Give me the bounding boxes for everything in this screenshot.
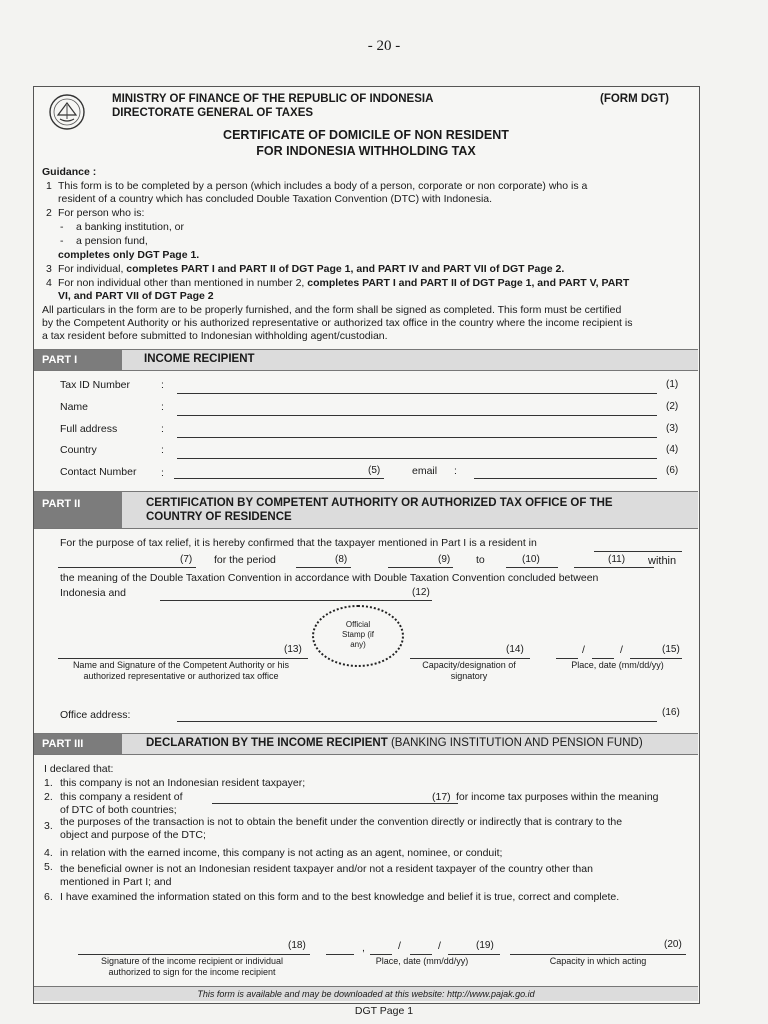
recipient-signature-input[interactable]	[78, 954, 310, 955]
date-slash: /	[620, 644, 623, 656]
part3-title	[146, 737, 643, 749]
declaration-intro: I declared that:	[44, 763, 114, 775]
guidance-4-bold1: completes PART I and PART II of DGT Page 1, and PART V, PART	[307, 277, 630, 289]
num-7: (7)	[180, 554, 193, 565]
decl-3-line2: object and purpose of the DTC;	[60, 829, 206, 841]
part1-label: PART I	[34, 350, 122, 370]
num-20: (20)	[664, 939, 682, 950]
capacity-caption: Capacity in which acting	[549, 956, 647, 966]
ministry-name: MINISTRY OF FINANCE OF THE REPUBLIC OF INDONESIA	[112, 93, 434, 105]
stamp-line3: any)	[350, 640, 366, 649]
decl-1: this company is not an Indonesian resident taxpayer;	[60, 777, 306, 789]
decl-5-line1: the beneficial owner is not an Indonesian resident taxpayer and/or not a resident taxpayer of the country other than	[60, 863, 593, 875]
guidance-2-num: 2	[46, 207, 52, 219]
form-code: (FORM DGT)	[600, 93, 669, 105]
guidance-4	[58, 277, 698, 290]
resident-of-input[interactable]	[212, 803, 458, 804]
guidance-2-item2: a pension fund,	[76, 235, 148, 247]
guidance-all-line2: by the Competent Authority or his authorized representative or authorized tax office in the country where the income recipient is	[42, 317, 633, 329]
address-input[interactable]	[177, 437, 657, 438]
decl-2a: this company a resident of	[60, 791, 183, 803]
decl-3-line1: the purposes of the transaction is not to obtain the benefit under the convention directly or indirectly that is contrary to the	[60, 816, 623, 828]
field-label-name: Name	[60, 401, 89, 413]
country-input[interactable]	[177, 458, 657, 459]
period-10-input[interactable]	[506, 567, 558, 568]
place-input[interactable]	[326, 954, 354, 955]
field-label-country: Country	[60, 444, 97, 456]
authority-caption-line1: Name and Signature of the Competent Authority or his	[72, 660, 290, 670]
place-date-caption: Place, date (mm/dd/yy)	[571, 660, 664, 670]
email-label: email	[412, 465, 438, 477]
part2-title-line1: CERTIFICATION BY COMPETENT AUTHORITY OR AUTHORIZED TAX OFFICE OF THE	[146, 497, 613, 509]
guidance-2-bold: completes only DGT Page 1.	[58, 249, 200, 261]
period-11-input[interactable]	[574, 567, 654, 568]
date-15-c[interactable]	[630, 658, 682, 659]
num-9: (9)	[438, 554, 451, 565]
name-input[interactable]	[177, 415, 657, 416]
guidance-all-line1: All particulars in the form are to be properly furnished, and the form shall be signed as completed. This form must be certified	[42, 304, 622, 316]
field-num-1: (1)	[666, 379, 679, 390]
recipient-caption-line1: Signature of the income recipient or individual	[100, 956, 284, 966]
email-colon: :	[454, 465, 457, 477]
field-label-contact: Contact Number	[60, 466, 137, 478]
field-colon: :	[161, 444, 164, 456]
decl-num-2: 2.	[44, 791, 53, 803]
date-15-b[interactable]	[592, 658, 614, 659]
guidance-2-dash1: -	[60, 221, 64, 233]
field-colon: :	[161, 379, 164, 391]
decl-num-4: 4.	[44, 847, 53, 859]
stamp-line2: Stamp (if	[341, 630, 374, 639]
capacity-14-input[interactable]	[410, 658, 530, 659]
decl-num-6: 6.	[44, 891, 53, 903]
decl-6: I have examined the information stated on this form and to the best knowledge and belief it is true, correct and complete.	[60, 891, 620, 903]
date-slash: /	[582, 644, 585, 656]
part3-header	[34, 733, 698, 755]
part2-text1: For the purpose of tax relief, it is hereby confirmed that the taxpayer mentioned in Part I is a resident in	[60, 537, 537, 549]
date-15-a[interactable]	[556, 658, 578, 659]
country-7-input[interactable]	[58, 567, 196, 568]
date-19-b[interactable]	[410, 954, 432, 955]
part2-label: PART II	[34, 492, 122, 528]
place-comma: ,	[362, 942, 365, 954]
field-colon: :	[161, 401, 164, 413]
decl-2c: of DTC of both countries;	[60, 804, 177, 816]
num-8: (8)	[335, 554, 348, 565]
stamp-line1: Official	[345, 620, 371, 629]
guidance-3	[58, 263, 564, 276]
guidance-heading: Guidance :	[42, 166, 97, 178]
guidance-1-num: 1	[46, 180, 52, 192]
field-colon: :	[161, 467, 164, 479]
tax-id-input[interactable]	[177, 393, 657, 394]
part1-header	[34, 349, 698, 371]
field-label-tax-id: Tax ID Number	[60, 379, 131, 391]
field-num-3: (3)	[666, 423, 679, 434]
guidance-4-bold2: VI, and PART VII of DGT Page 2	[58, 290, 214, 302]
part2-header	[34, 491, 698, 529]
num-10: (10)	[522, 554, 540, 565]
decl-num-1: 1.	[44, 777, 53, 789]
form-title-line1: CERTIFICATE OF DOMICILE OF NON RESIDENT	[223, 128, 509, 142]
date-slash: /	[438, 940, 441, 952]
part2-text2: the meaning of the Double Taxation Convention in accordance with Double Taxation Convention concluded between	[60, 572, 599, 584]
treaty-country-input[interactable]	[160, 600, 432, 601]
decl-5-line2: mentioned in Part I; and	[60, 876, 172, 888]
num-14: (14)	[506, 644, 524, 655]
resident-country-input[interactable]	[594, 551, 682, 552]
indonesia-and-label: Indonesia and	[60, 587, 126, 599]
directorate-name: DIRECTORATE GENERAL OF TAXES	[112, 107, 314, 119]
download-note: This form is available and may be downloaded at this website: http://www.pajak.go.id	[34, 986, 698, 1001]
ministry-logo	[48, 93, 86, 131]
part3-label: PART III	[34, 734, 122, 754]
email-input[interactable]	[474, 478, 657, 479]
num-16: (16)	[662, 707, 680, 718]
decl-2b: for income tax purposes within the meaning	[456, 791, 659, 803]
dgt-page-label: DGT Page 1	[354, 1005, 414, 1017]
guidance-4-num: 4	[46, 277, 52, 289]
date-slash: /	[398, 940, 401, 952]
guidance-3-bold: completes PART I and PART II of DGT Page 1, and PART IV and PART VII of DGT Page 2.	[126, 263, 565, 275]
num-11: (11)	[608, 554, 626, 565]
guidance-1-line1: This form is to be completed by a person (which includes a body of a person, corporate or non corporate) who is a	[58, 180, 588, 192]
guidance-2-text: For person who is:	[58, 207, 145, 219]
dgt-form	[33, 86, 700, 1004]
date-19-c[interactable]	[448, 954, 500, 955]
field-colon: :	[161, 423, 164, 435]
date-19-a[interactable]	[370, 954, 392, 955]
part3-title-bold: DECLARATION BY THE INCOME RECIPIENT	[146, 737, 388, 749]
field-num-6: (6)	[666, 465, 679, 476]
field-num-5: (5)	[368, 465, 381, 476]
authority-signature-input[interactable]	[58, 658, 308, 659]
decl-2-num17: (17)	[432, 791, 451, 803]
guidance-all-line3: a tax resident before submitted to Indonesian withholding agent/custodian.	[42, 330, 388, 342]
field-label-address: Full address	[60, 423, 118, 435]
part1-title: INCOME RECIPIENT	[144, 353, 255, 365]
office-address-label: Office address:	[60, 709, 131, 721]
place-date-caption: Place, date (mm/dd/yy)	[375, 956, 469, 966]
period-8-input[interactable]	[296, 567, 351, 568]
for-period-label: for the period	[214, 554, 276, 566]
guidance-4-text: For non individual other than mentioned in number 2,	[58, 277, 305, 289]
guidance-3-num: 3	[46, 263, 52, 275]
to-label: to	[476, 554, 485, 566]
field-num-4: (4)	[666, 444, 679, 455]
guidance-3-text: For individual,	[58, 263, 124, 275]
num-13: (13)	[284, 644, 302, 655]
num-12: (12)	[412, 587, 430, 598]
page-number: - 20 -	[367, 38, 401, 54]
num-18: (18)	[288, 940, 306, 951]
contact-number-input[interactable]	[174, 478, 384, 479]
guidance-2-item1: a banking institution, or	[76, 221, 184, 233]
decl-4: in relation with the earned income, this company is not acting as an agent, nominee, or conduit;	[60, 847, 503, 859]
recipient-caption-line2: authorized to sign for the income recipient	[108, 967, 276, 977]
capacity-caption-line1: Capacity/designation of	[422, 660, 516, 670]
decl-num-5: 5.	[44, 861, 53, 873]
guidance-1-line2: resident of a country which has concluded Double Taxation Convention (DTC) with Indonesia.	[58, 193, 493, 205]
part2-title-line2: COUNTRY OF RESIDENCE	[146, 511, 292, 523]
capacity-caption-line2: signatory	[450, 671, 488, 681]
period-9-input[interactable]	[388, 567, 453, 568]
guidance-2-dash2: -	[60, 235, 64, 247]
office-address-input[interactable]	[177, 721, 657, 722]
part3-title-normal: (BANKING INSTITUTION AND PENSION FUND)	[390, 737, 643, 749]
within-label: within	[648, 555, 677, 567]
field-num-2: (2)	[666, 401, 679, 412]
authority-caption-line2: authorized representative or authorized tax office	[83, 671, 279, 681]
capacity-20-input[interactable]	[510, 954, 686, 955]
decl-num-3: 3.	[44, 820, 53, 832]
form-title-line2: FOR INDONESIA WITHHOLDING TAX	[256, 144, 476, 158]
num-15: (15)	[662, 644, 680, 655]
num-19: (19)	[476, 940, 494, 951]
